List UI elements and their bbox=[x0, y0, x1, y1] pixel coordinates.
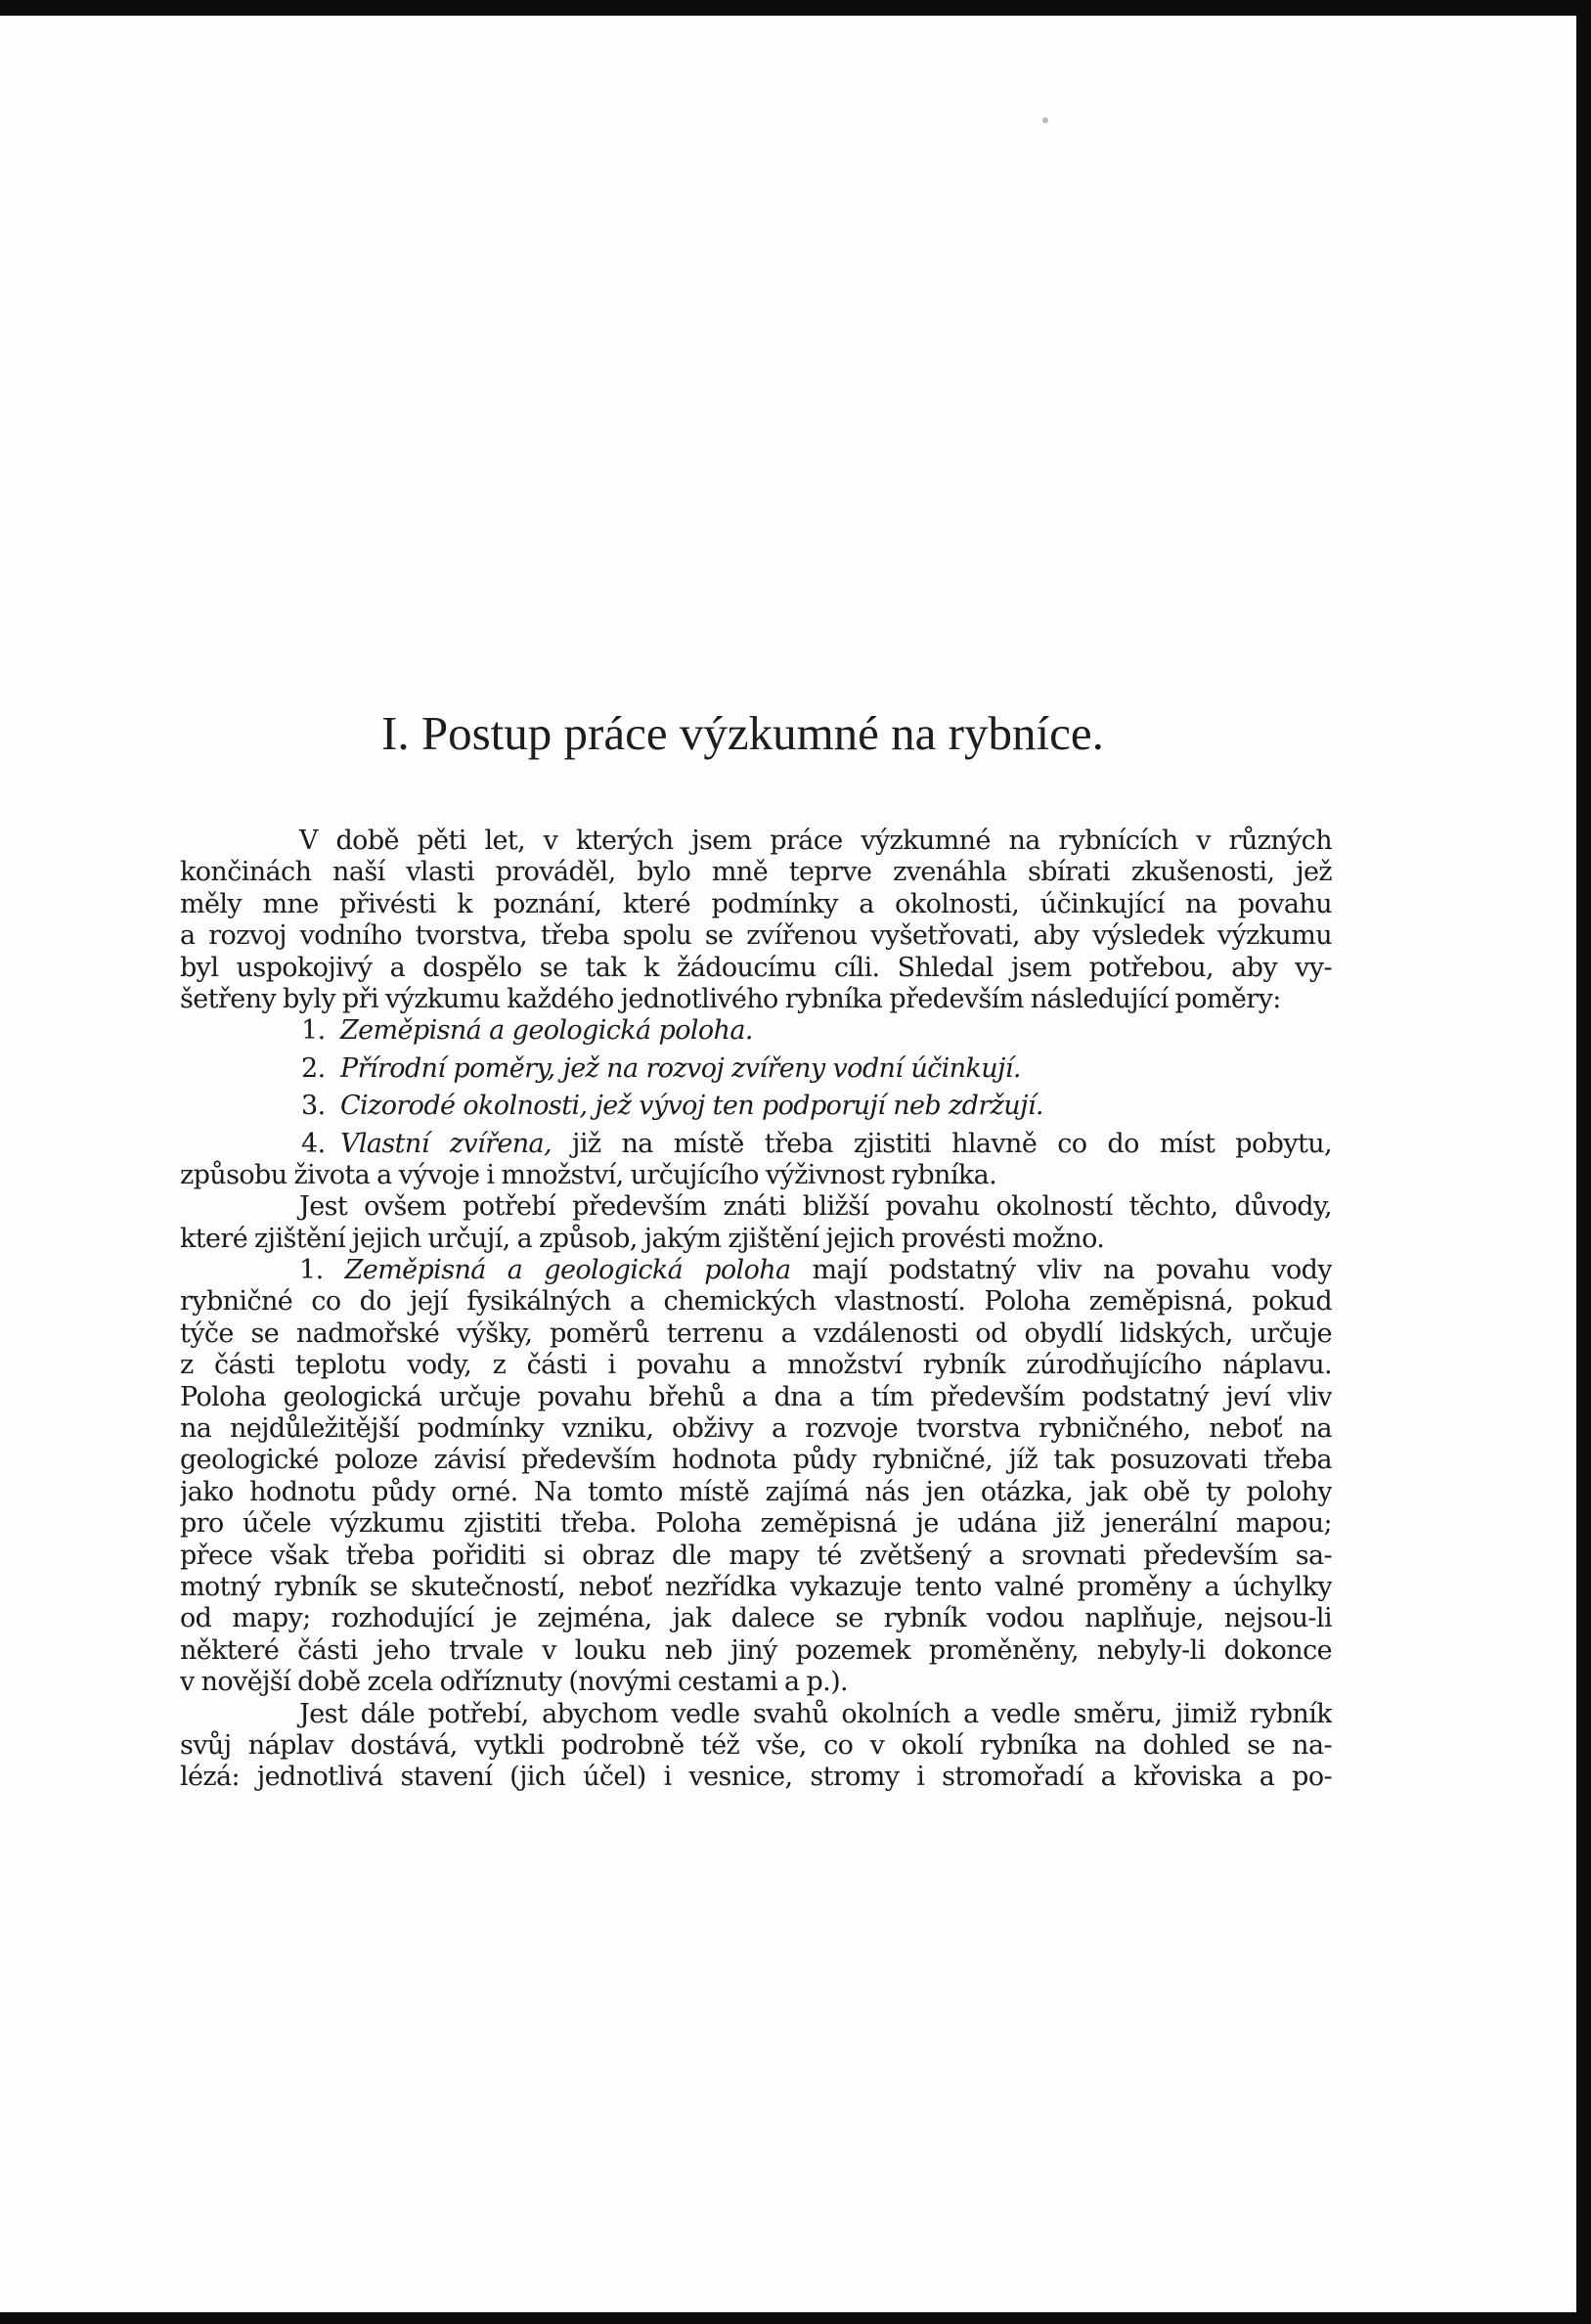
paragraph-3-line: rybničné co do její fysikálných a chemických vlastností. Poloha zeměpisná, pokud bbox=[180, 1286, 1332, 1318]
scan-border-top bbox=[0, 0, 1591, 16]
list-item bbox=[180, 1091, 1332, 1122]
paragraph-3-line: v novější době zcela odříznuty (novými cestami a p.). bbox=[180, 1667, 849, 1698]
paragraph-3-line: přece však třeba pořiditi si obraz dle mapy té zvětšený a srovnati především sa- bbox=[180, 1540, 1332, 1571]
paragraph-1-line: šetřeny byly při výzkumu každého jednotlivého rybníka především následující poměry: bbox=[180, 983, 1281, 1014]
paragraph-3-line: některé části jeho trvale v louku neb jiný pozemek proměněny, nebyly-li dokonce bbox=[180, 1634, 1332, 1666]
paragraph-3-line: jako hodnotu půdy orné. Na tomto místě zajímá nás jen otázka, jak obě ty polohy bbox=[180, 1476, 1332, 1507]
list-item-4-continuation: způsobu života a vývoje i množství, určujícího výživnost rybníka. bbox=[180, 1159, 997, 1190]
list-item bbox=[180, 1015, 1332, 1047]
list-item-text: již na místě třeba zjistiti hlavně co do míst pobytu, bbox=[552, 1128, 1332, 1159]
paragraph-1-line: V době pěti let, v kterých jsem práce výzkumné na rybnících v různých bbox=[299, 826, 1332, 856]
paragraph-1-line: a rozvoj vodního tvorstva, třeba spolu se zvířenou vyšetřovati, aby výsledek výzkumu bbox=[180, 920, 1332, 952]
paragraph-1-line: měly mne přivésti k poznání, které podmínky a okolnosti, účinkující na povahu bbox=[180, 888, 1332, 919]
list-item-number: 2. bbox=[301, 1052, 326, 1084]
paragraph-3-line: motný rybník se skutečností, neboť nezřídka vykazuje tento valné proměny a úchylky bbox=[180, 1571, 1332, 1602]
scan-border-right bbox=[1576, 0, 1591, 2324]
chapter-title: I. Postup práce výzkumné na rybníce. bbox=[381, 706, 1104, 760]
list-item-4 bbox=[180, 1129, 1332, 1160]
scan-speck bbox=[1042, 117, 1048, 123]
paragraph-3-first-line bbox=[180, 1255, 1332, 1286]
paragraph-4-line: Jest dále potřebí, abychom vedle svahů okolních a vedle směru, jimiž rybník bbox=[299, 1698, 1332, 1729]
list-item-text: Přírodní poměry, jež na rozvoj zvířeny vodní účinkují. bbox=[340, 1052, 1021, 1084]
paragraph-3-text: mají podstatný vliv na povahu vody bbox=[790, 1255, 1332, 1286]
paragraph-3-line: z části teplotu vody, z části i povahu a množství rybník zúrodňujícího náplavu. bbox=[180, 1350, 1332, 1381]
paragraph-3-line: Poloha geologická určuje povahu břehů a dna a tím především podstatný jeví vliv bbox=[180, 1381, 1332, 1412]
list-item-text: Zeměpisná a geologická poloha. bbox=[340, 1015, 753, 1047]
list-item bbox=[180, 1053, 1332, 1085]
paragraph-4-line: svůj náplav dostává, vytkli podrobně též vše, co v okolí rybníka na dohled se na- bbox=[180, 1729, 1332, 1761]
scan-border-bottom bbox=[0, 2312, 1591, 2324]
paragraph-3-line: týče se nadmořské výšky, poměrů terrenu a vzdálenosti od obydlí lidských, určuje bbox=[180, 1318, 1332, 1349]
paragraph-2-line: Jest ovšem potřebí především znáti bližší povahu okolností těchto, důvody, bbox=[299, 1191, 1332, 1223]
paragraph-3-line: pro účele výzkumu zjistiti třeba. Poloha zeměpisná je udána již jenerální mapou; bbox=[180, 1508, 1332, 1540]
paragraph-3-line: od mapy; rozhodující je zejména, jak dalece se rybník vodou naplňuje, nejsou-li bbox=[180, 1603, 1332, 1634]
paragraph-3-number: 1. bbox=[299, 1255, 324, 1286]
paragraph-3-line: geologické poloze závisí především hodnota půdy rybničné, jíž tak posuzovati třeba bbox=[180, 1445, 1332, 1476]
body-text bbox=[180, 826, 1332, 1794]
page bbox=[0, 16, 1576, 2312]
paragraph-3-emphasis: Zeměpisná a geologická poloha bbox=[344, 1255, 791, 1286]
list-item-number: 3. bbox=[301, 1091, 326, 1122]
paragraph-4-line: lézá: jednotlivá stavení (jich účel) i vesnice, stromy i stromořadí a křoviska a po- bbox=[180, 1762, 1332, 1793]
list-item-number: 4. bbox=[301, 1128, 326, 1159]
paragraph-1-line: byl uspokojivý a dospělo se tak k žádoucímu cíli. Shledal jsem potřebou, aby vy- bbox=[180, 952, 1332, 983]
list-item-text: Cizorodé okolnosti, jež vývoj ten podporují neb zdržují. bbox=[340, 1091, 1043, 1122]
paragraph-3-line: na nejdůležitější podmínky vzniku, obživy a rozvoje tvorstva rybničného, neboť na bbox=[180, 1413, 1332, 1445]
paragraph-1-line: končinách naší vlasti prováděl, bylo mně teprve zvenáhla sbírati zkušenosti, jež bbox=[180, 857, 1332, 888]
list-item-emphasis: Vlastní zvířena, bbox=[340, 1128, 552, 1159]
paragraph-2-line: které zjištění jejich určují, a způsob, jakým zjištění jejich provésti možno. bbox=[180, 1223, 1105, 1254]
list-item-number: 1. bbox=[301, 1015, 326, 1047]
